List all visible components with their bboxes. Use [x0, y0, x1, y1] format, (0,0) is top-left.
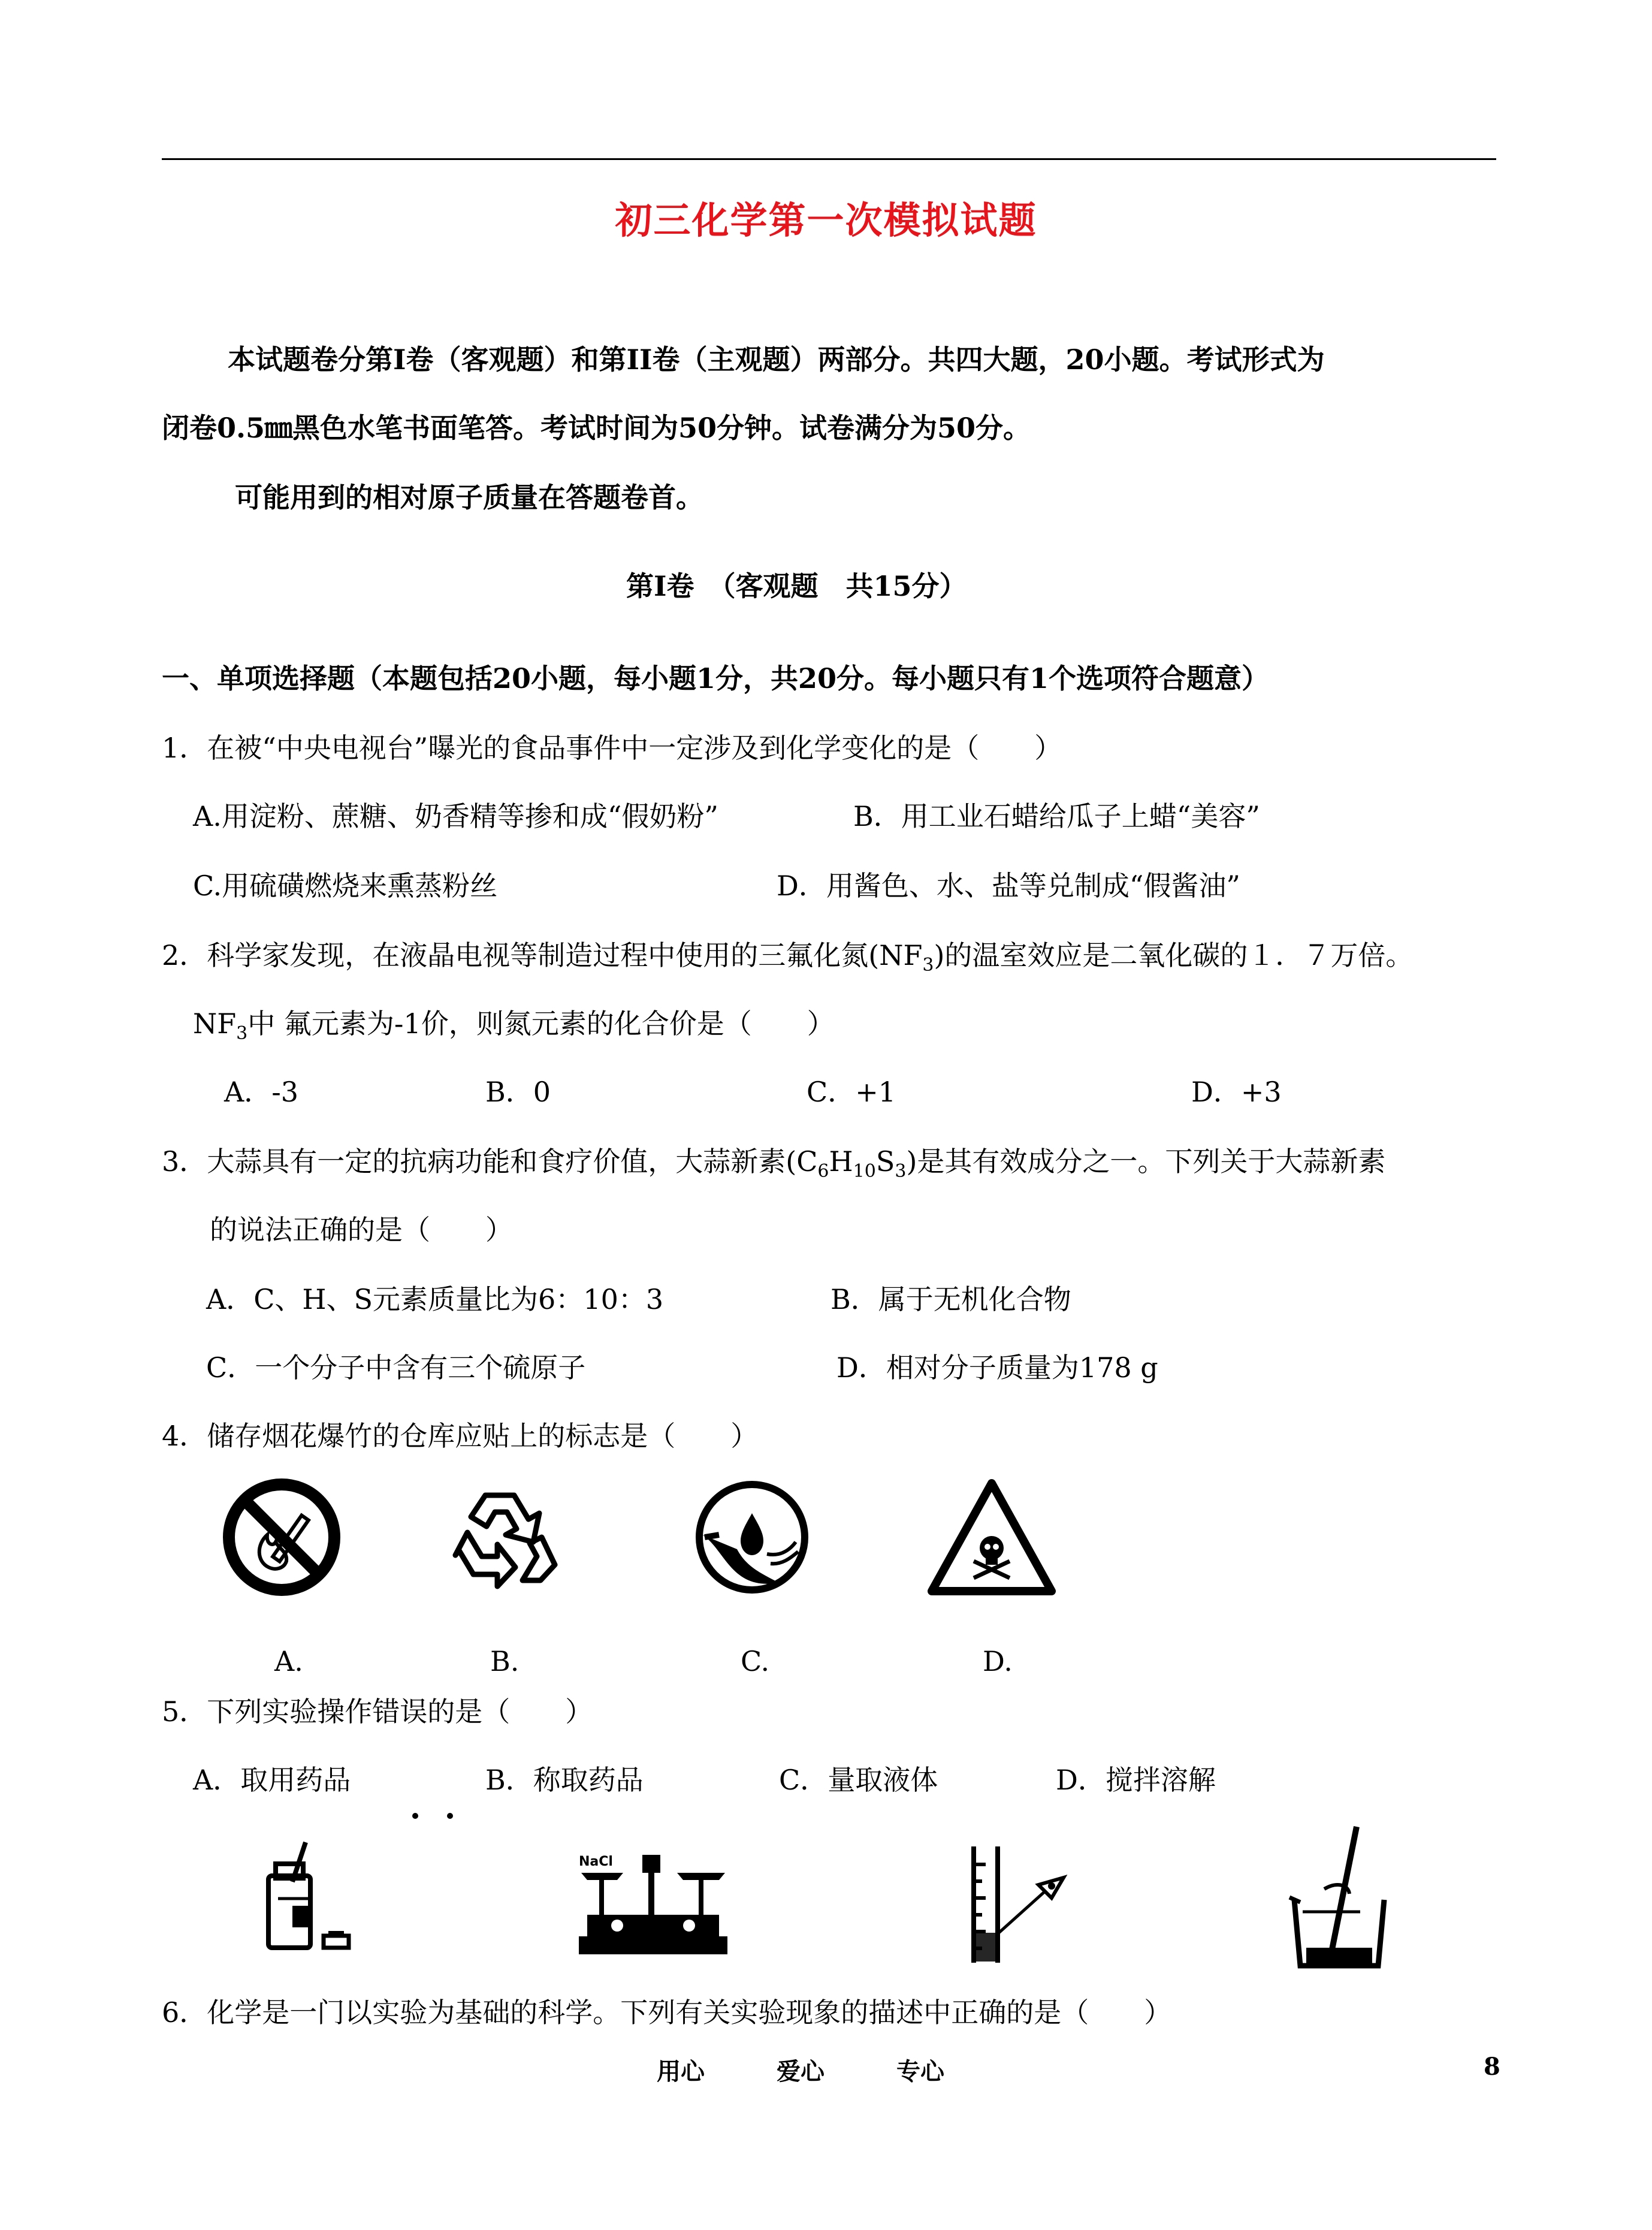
q2-option-d: D．+3 — [1191, 1076, 1282, 1108]
reagent-bottle-figure-icon — [258, 1834, 360, 1954]
q3-option-b: B．属于无机化合物 — [830, 1283, 1071, 1315]
scan-dot — [447, 1813, 453, 1819]
page-number: 8 — [1484, 2053, 1500, 2081]
toxic-warning-sign-icon — [926, 1477, 1058, 1597]
q1-option-d: D．用酱色、水、盐等兑制成“假酱油” — [777, 870, 1240, 902]
q1-option-c: C.用硫磺燃烧来熏蒸粉丝 — [193, 870, 498, 902]
q5-option-b: B．称取药品 — [485, 1764, 644, 1796]
q3-option-d: D．相对分子质量为178 g — [836, 1351, 1158, 1384]
intro-line-3: 可能用到的相对原子质量在答题卷首。 — [235, 481, 703, 514]
q4-label-d: D. — [983, 1645, 1013, 1677]
balance-scale-figure-icon — [575, 1843, 731, 1963]
q2-option-a: A．-3 — [224, 1076, 299, 1108]
intro-line-1: 本试题卷分第Ⅰ卷（客观题）和第II卷（主观题）两部分。共四大题，20小题。考试形式为 — [228, 343, 1325, 376]
q4-label-a: A. — [274, 1645, 303, 1677]
header-rule — [162, 158, 1496, 160]
part-title: 一、单项选择题（本题包括20小题，每小题1分，共20分。每小题只有1个选项符合题意） — [162, 662, 1270, 695]
q2-stem-line2: $NF_3$中 氟元素为-1价，则氮元素的化合价是（ ） — [193, 1007, 835, 1044]
q5-option-d: D．搅拌溶解 — [1056, 1764, 1216, 1796]
q1-option-b: B．用工业石蜡给瓜子上蜡“美容” — [853, 800, 1260, 832]
beaker-stirring-figure-icon — [1282, 1822, 1396, 1972]
q2-stem: 2．科学家发现，在液晶电视等制造过程中使用的三氟化氮$(NF_3)$的温室效应是二氧化碳的１．７万倍。 — [162, 939, 1414, 976]
q3-stem: 3．大蒜具有一定的抗病功能和食疗价值，大蒜新素$(C_6H_{10}S_3)$是其有效成分之一。下列关于大蒜新素 — [162, 1145, 1386, 1182]
section-title: 第Ⅰ卷 （客观题 共15分） — [626, 570, 967, 602]
q2-option-c: C．+1 — [807, 1076, 896, 1108]
q3-stem-line2: 的说法正确的是（ ） — [210, 1214, 513, 1246]
q1-stem: 1．在被“中央电视台”曝光的食品事件中一定涉及到化学变化的是（ ） — [162, 732, 1062, 764]
no-fire-sign-icon — [222, 1477, 342, 1597]
q2-option-b: B．0 — [485, 1076, 551, 1108]
q4-stem: 4．储存烟花爆竹的仓库应贴上的标志是（ ） — [162, 1420, 759, 1452]
footer-motto: 用心 爱心 专心 — [657, 2057, 944, 2086]
q1-option-a: A.用淀粉、蔗糖、奶香精等掺和成“假奶粉” — [193, 800, 718, 832]
scan-dot — [412, 1813, 418, 1819]
svg-text:NaCl: NaCl — [579, 1854, 613, 1869]
q4-label-b: B. — [490, 1645, 520, 1677]
q5-option-c: C．量取液体 — [779, 1764, 938, 1796]
q3-option-a: A．C、H、S元素质量比为6：10：3 — [206, 1283, 664, 1315]
page-title: 初三化学第一次模拟试题 — [615, 198, 1037, 242]
intro-line-2: 闭卷0.5㎜黑色水笔书面笔答。考试时间为50分钟。试卷满分为50分。 — [162, 412, 1031, 444]
q3-option-c: C．一个分子中含有三个硫原子 — [206, 1351, 586, 1384]
graduated-cylinder-figure-icon — [962, 1843, 1070, 1969]
q5-stem: 5．下列实验操作错误的是（ ） — [162, 1695, 593, 1728]
recycle-sign-icon — [443, 1477, 563, 1597]
q4-label-c: C. — [741, 1645, 770, 1677]
q5-option-a: A．取用药品 — [193, 1764, 351, 1796]
q6-stem: 6．化学是一门以实验为基础的科学。下列有关实验现象的描述中正确的是（ ） — [162, 1996, 1172, 2029]
corrosive-drop-sign-icon — [689, 1477, 815, 1597]
